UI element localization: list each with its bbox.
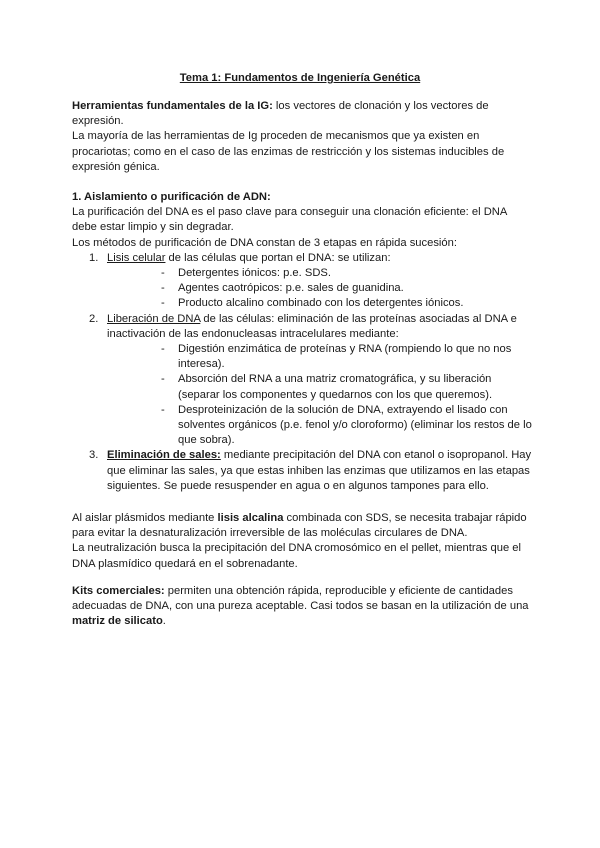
section-paragraph-2: Los métodos de purificación de DNA constan de 3 etapas en rápida sucesión: [72,236,457,249]
sub-list [107,266,532,312]
step-text: de las células: eliminación de las proteínas asociadas al DNA e inactivación de las endonucleasas intracelulares mediante: [107,312,517,340]
sub-item-text: Digestión enzimática de proteínas y RNA (rompiendo lo que no nos interesa). [178,343,512,371]
sub-item-text: Agentes caotrópicos: p.e. sales de guanidina. [178,282,404,295]
step-text: de las células que portan el DNA: se utilizan: [165,251,391,264]
sub-item [107,403,532,449]
kits-end: . [162,615,166,628]
intro-paragraph-2: La mayoría de las herramientas de Ig proceden de mecanismos que ya existen en procariotas; como en el caso de las enzimas de restricción y los sistemas inducibles de expresión génica. [72,130,505,173]
step-item-3 [72,448,532,494]
page-title: Tema 1: Fundamentos de Ingeniería Genética [179,72,421,84]
sub-item-text: Absorción del RNA a una matriz cromatográfica, y su liberación (separar los componentes y quedarnos con los que queremos). [178,373,493,401]
sub-item-text: Producto alcalino combinado con los detergentes iónicos. [178,297,464,310]
section-heading-text: 1. Aislamiento o purificación de ADN: [72,191,271,203]
plasmids-paragraph-2: La neutralización busca la precipitación del DNA cromosómico en el pellet, mientras que el DNA plasmídico quedará en el sobrenadante. [72,542,521,570]
kits-text: permiten una obtención rápida, reproducible y eficiente de cantidades adecuadas de DNA, con una pureza aceptable. Casi todos se basan en la utilización de una [72,585,529,613]
dash-bullet-icon: - [161,343,165,356]
dash-bullet-icon: - [161,373,165,386]
plasmids-paragraph [72,511,532,541]
step-item-1 [72,251,532,312]
intro-section [72,99,532,175]
sub-item [107,281,532,296]
step-number: 2. [89,312,99,325]
sub-item [107,296,532,311]
dash-bullet-icon: - [161,267,165,280]
intro-lead-rest: los vectores de clonación y los vectores de expresión. [72,100,489,128]
kits-bold: matriz de silicato [72,615,163,628]
step-item-2 [72,312,532,449]
section-1 [72,190,532,494]
sub-item [107,342,532,372]
dash-bullet-icon: - [161,282,165,295]
dash-bullet-icon: - [161,297,165,310]
steps-list [72,251,532,494]
intro-paragraph [72,99,532,129]
plasmids-text-c: combinada con SDS, se necesita trabajar rápido para evitar la desnaturalización irreversible de las moléculas circulares de DNA. [72,512,527,540]
kits-lead: Kits comerciales: [72,585,165,597]
section-paragraph-1: La purificación del DNA es el paso clave para conseguir una clonación eficiente: el DNA debe estar limpio y sin degradar. [72,206,507,234]
plasmids-section [72,511,532,572]
sub-item [107,266,532,281]
kits-section [72,584,532,630]
sub-item-text: Desproteinización de la solución de DNA, extrayendo el lisado con solventes orgánicos (p.e. fenol y/o cloroformo) (eliminar los restos de lo que sobra). [178,403,532,447]
plasmids-text-a: Al aislar plásmidos mediante [72,512,218,524]
plasmids-bold: lisis alcalina [217,512,284,524]
dash-bullet-icon: - [161,403,165,416]
sub-item [107,372,532,402]
step-number: 3. [89,449,99,462]
intro-lead: Herramientas fundamentales de la IG: [72,100,273,112]
step-number: 1. [89,251,99,264]
section-heading [72,190,532,205]
sub-item-text: Detergentes iónicos: p.e. SDS. [178,267,331,280]
kits-paragraph [72,584,532,630]
step-text: mediante precipitación del DNA con etanol o isopropanol. Hay que eliminar las sales, ya que estas inhiben las enzimas que utilizamos en las etapas siguientes. Se puede resuspender en agua o en algunos tampones para ello. [107,449,532,492]
step-head: Lisis celular [107,251,166,264]
sub-list [107,342,532,448]
step-head: Liberación de DNA [107,312,201,325]
step-head: Eliminación de sales: [107,449,221,462]
